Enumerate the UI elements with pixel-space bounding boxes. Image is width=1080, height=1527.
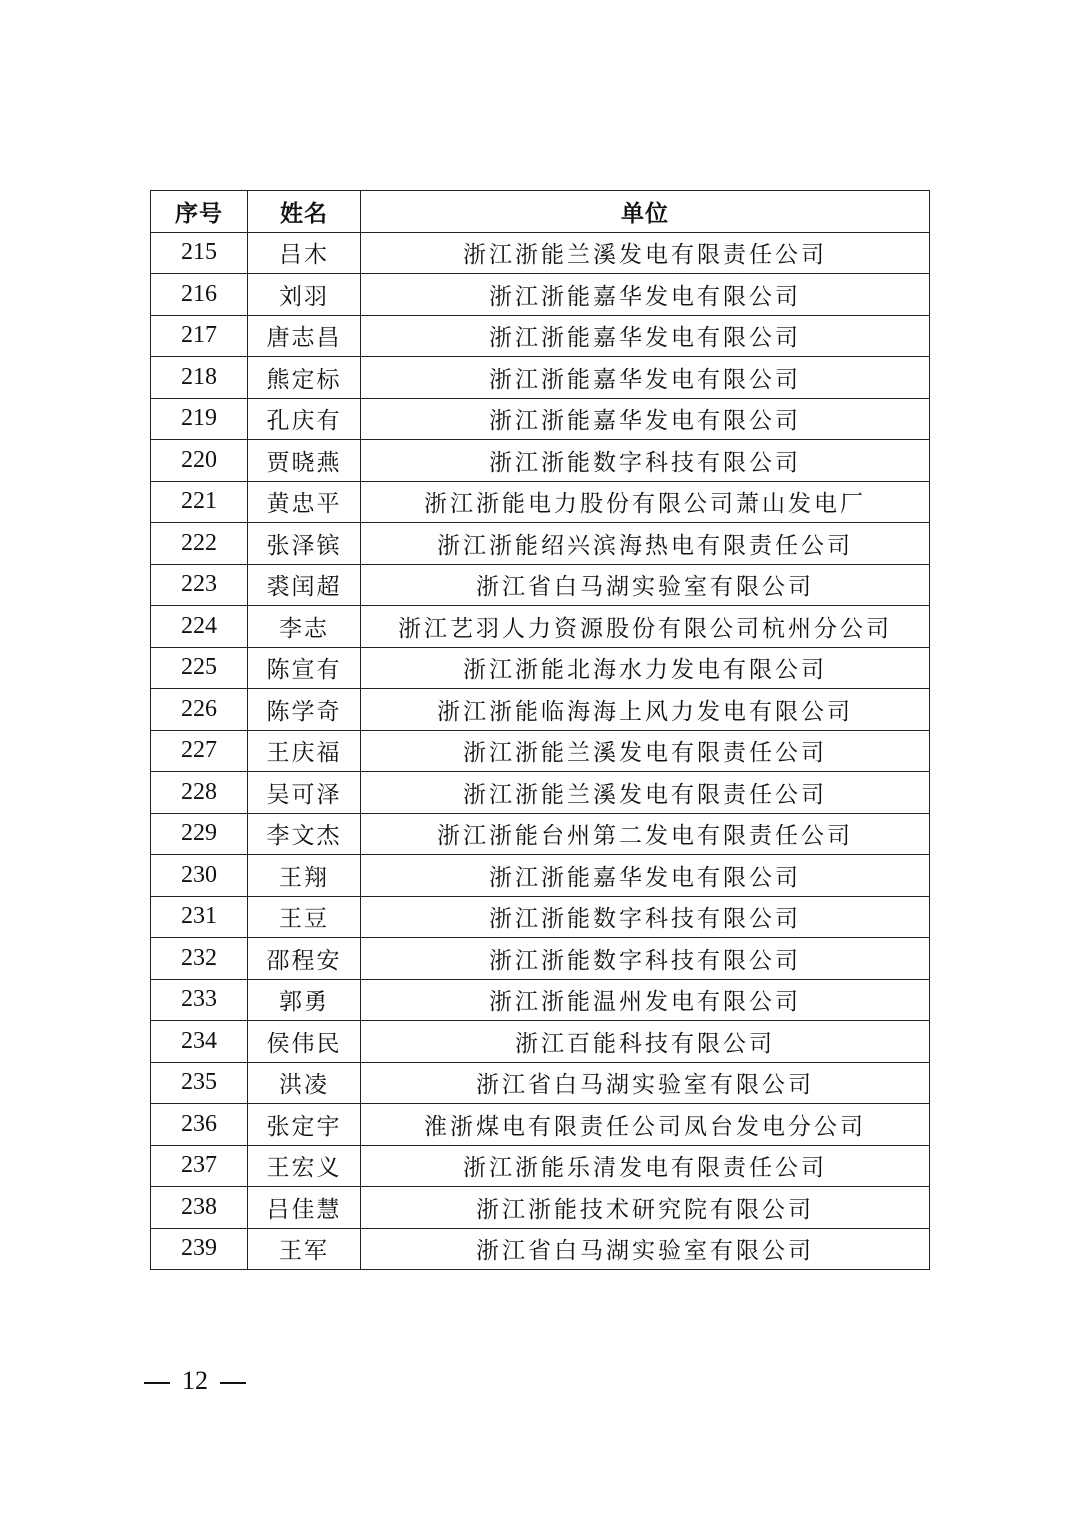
header-unit: 单位: [361, 191, 930, 233]
table-row: [151, 1062, 930, 1104]
cell-unit: 浙江浙能临海海上风力发电有限公司: [361, 689, 930, 731]
cell-unit: 浙江浙能北海水力发电有限公司: [361, 647, 930, 689]
cell-serial-number: 226: [151, 689, 248, 731]
table-row: [151, 730, 930, 772]
cell-name: 王军: [248, 1228, 361, 1270]
cell-unit: 浙江浙能温州发电有限公司: [361, 979, 930, 1021]
cell-name: 洪凌: [248, 1062, 361, 1104]
table-header-row: [151, 191, 930, 233]
cell-serial-number: 235: [151, 1062, 248, 1104]
cell-name: 王豆: [248, 896, 361, 938]
cell-unit: 浙江浙能兰溪发电有限责任公司: [361, 772, 930, 814]
cell-unit: 浙江浙能嘉华发电有限公司: [361, 398, 930, 440]
cell-unit: 浙江浙能兰溪发电有限责任公司: [361, 730, 930, 772]
cell-serial-number: 218: [151, 357, 248, 399]
cell-unit: 浙江浙能嘉华发电有限公司: [361, 855, 930, 897]
cell-serial-number: 222: [151, 523, 248, 565]
cell-name: 王翔: [248, 855, 361, 897]
cell-name: 李志: [248, 606, 361, 648]
table-row: [151, 938, 930, 980]
table-row: [151, 855, 930, 897]
cell-name: 王宏义: [248, 1145, 361, 1187]
cell-serial-number: 231: [151, 896, 248, 938]
cell-serial-number: 228: [151, 772, 248, 814]
page-number: 12: [182, 1366, 208, 1395]
cell-unit: 浙江艺羽人力资源股份有限公司杭州分公司: [361, 606, 930, 648]
header-serial-number: 序号: [151, 191, 248, 233]
cell-unit: 浙江浙能数字科技有限公司: [361, 896, 930, 938]
cell-name: 侯伟民: [248, 1021, 361, 1063]
cell-unit: 淮浙煤电有限责任公司凤台发电分公司: [361, 1104, 930, 1146]
table-row: [151, 398, 930, 440]
table-row: [151, 523, 930, 565]
table-row: [151, 315, 930, 357]
table-row: [151, 1228, 930, 1270]
cell-name: 张定宇: [248, 1104, 361, 1146]
table-row: [151, 606, 930, 648]
roster-table: [150, 190, 930, 1270]
cell-unit: 浙江省白马湖实验室有限公司: [361, 564, 930, 606]
cell-unit: 浙江浙能兰溪发电有限责任公司: [361, 232, 930, 274]
cell-name: 吕佳慧: [248, 1187, 361, 1229]
cell-unit: 浙江浙能数字科技有限公司: [361, 440, 930, 482]
table-row: [151, 1021, 930, 1063]
cell-name: 裘闰超: [248, 564, 361, 606]
cell-serial-number: 223: [151, 564, 248, 606]
cell-unit: 浙江省白马湖实验室有限公司: [361, 1228, 930, 1270]
cell-name: 王庆福: [248, 730, 361, 772]
cell-name: 熊定标: [248, 357, 361, 399]
cell-unit: 浙江浙能乐清发电有限责任公司: [361, 1145, 930, 1187]
cell-name: 张泽镔: [248, 523, 361, 565]
cell-serial-number: 225: [151, 647, 248, 689]
table-row: [151, 232, 930, 274]
cell-unit: 浙江浙能技术研究院有限公司: [361, 1187, 930, 1229]
cell-serial-number: 234: [151, 1021, 248, 1063]
table-row: [151, 813, 930, 855]
cell-serial-number: 224: [151, 606, 248, 648]
table-row: [151, 357, 930, 399]
table-row: [151, 647, 930, 689]
cell-name: 贾晓燕: [248, 440, 361, 482]
table-row: [151, 689, 930, 731]
cell-name: 陈宣有: [248, 647, 361, 689]
cell-serial-number: 219: [151, 398, 248, 440]
table-row: [151, 564, 930, 606]
cell-serial-number: 215: [151, 232, 248, 274]
table-row: [151, 1145, 930, 1187]
cell-unit: 浙江浙能嘉华发电有限公司: [361, 274, 930, 316]
cell-name: 郭勇: [248, 979, 361, 1021]
cell-serial-number: 229: [151, 813, 248, 855]
cell-name: 吕木: [248, 232, 361, 274]
cell-unit: 浙江浙能台州第二发电有限责任公司: [361, 813, 930, 855]
header-name: 姓名: [248, 191, 361, 233]
cell-serial-number: 220: [151, 440, 248, 482]
cell-serial-number: 217: [151, 315, 248, 357]
cell-unit: 浙江省白马湖实验室有限公司: [361, 1062, 930, 1104]
table-row: [151, 1187, 930, 1229]
cell-unit: 浙江浙能数字科技有限公司: [361, 938, 930, 980]
cell-name: 吴可泽: [248, 772, 361, 814]
table-row: [151, 896, 930, 938]
footer-dash-right: [220, 1382, 246, 1384]
cell-name: 孔庆有: [248, 398, 361, 440]
table-body: [151, 232, 930, 1270]
table-row: [151, 1104, 930, 1146]
table-row: [151, 274, 930, 316]
cell-unit: 浙江浙能嘉华发电有限公司: [361, 315, 930, 357]
cell-serial-number: 216: [151, 274, 248, 316]
footer-dash-left: [144, 1382, 170, 1384]
cell-unit: 浙江浙能嘉华发电有限公司: [361, 357, 930, 399]
table-row: [151, 481, 930, 523]
cell-serial-number: 239: [151, 1228, 248, 1270]
cell-unit: 浙江浙能绍兴滨海热电有限责任公司: [361, 523, 930, 565]
cell-serial-number: 227: [151, 730, 248, 772]
cell-name: 邵程安: [248, 938, 361, 980]
cell-serial-number: 233: [151, 979, 248, 1021]
cell-unit: 浙江浙能电力股份有限公司萧山发电厂: [361, 481, 930, 523]
cell-name: 黄忠平: [248, 481, 361, 523]
cell-name: 唐志昌: [248, 315, 361, 357]
cell-serial-number: 232: [151, 938, 248, 980]
cell-serial-number: 236: [151, 1104, 248, 1146]
cell-serial-number: 221: [151, 481, 248, 523]
cell-name: 李文杰: [248, 813, 361, 855]
page-footer: [144, 1366, 246, 1396]
cell-name: 陈学奇: [248, 689, 361, 731]
cell-name: 刘羽: [248, 274, 361, 316]
cell-serial-number: 230: [151, 855, 248, 897]
table-row: [151, 772, 930, 814]
table-row: [151, 979, 930, 1021]
cell-serial-number: 238: [151, 1187, 248, 1229]
cell-serial-number: 237: [151, 1145, 248, 1187]
table-row: [151, 440, 930, 482]
cell-unit: 浙江百能科技有限公司: [361, 1021, 930, 1063]
